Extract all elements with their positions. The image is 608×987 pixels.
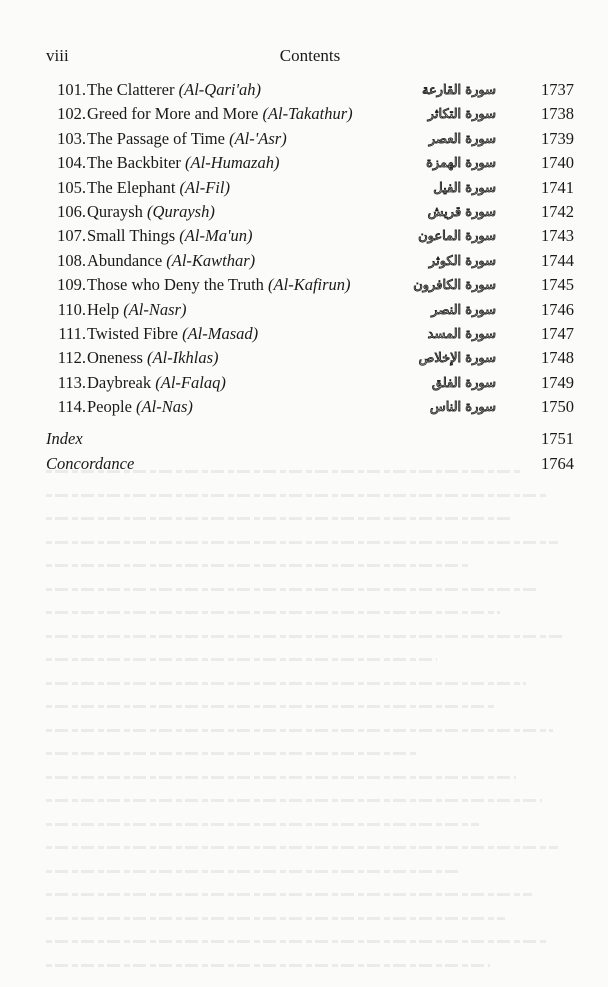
surah-transliteration: (Al-Fil) <box>179 177 230 197</box>
surah-transliteration: (Quraysh) <box>147 201 215 221</box>
surah-number: 103. <box>57 128 86 148</box>
surah-page: 1748 <box>541 348 574 368</box>
surah-title <box>87 346 219 370</box>
arabic-calligraphy <box>428 200 498 224</box>
surah-page: 1745 <box>541 275 574 295</box>
svg-text:سورة الهمزة: سورة الهمزة <box>426 156 496 172</box>
surah-english-title: The Backbiter <box>87 153 181 173</box>
toc-entry <box>46 127 574 151</box>
toc-entry <box>46 395 574 419</box>
surah-number: 108. <box>57 250 86 270</box>
surah-english-title: Abundance <box>87 250 163 270</box>
concordance-page: 1764 <box>541 454 574 473</box>
arabic-calligraphy-graphic <box>428 102 498 124</box>
surah-title <box>87 127 287 151</box>
surah-page: 1744 <box>541 250 574 270</box>
surah-number: 102. <box>57 104 86 124</box>
arabic-calligraphy <box>428 127 498 151</box>
surah-title <box>87 371 226 395</box>
svg-text:سورة العصر: سورة العصر <box>428 131 496 147</box>
arabic-calligraphy-graphic <box>428 395 498 417</box>
surah-english-title: Quraysh <box>87 201 143 221</box>
surah-english-title: The Clatterer <box>87 80 175 99</box>
svg-text:سورة القارعة: سورة القارعة <box>422 83 496 98</box>
arabic-calligraphy-graphic <box>428 176 498 198</box>
arabic-calligraphy <box>428 249 498 273</box>
arabic-calligraphy-graphic <box>418 346 498 368</box>
surah-transliteration: (Al-Falaq) <box>155 372 226 392</box>
surah-page: 1737 <box>541 80 574 99</box>
arabic-calligraphy-graphic <box>428 151 498 173</box>
surah-transliteration: (Al-Ikhlas) <box>147 348 219 368</box>
surah-number: 105. <box>57 177 86 197</box>
arabic-calligraphy <box>428 298 498 322</box>
svg-text:سورة التكاثر: سورة التكاثر <box>427 107 496 123</box>
surah-title <box>87 224 252 248</box>
arabic-calligraphy <box>422 78 498 102</box>
toc-entry <box>46 298 574 322</box>
arabic-calligraphy <box>428 371 498 395</box>
surah-title <box>87 151 279 175</box>
arabic-calligraphy-graphic <box>428 200 498 222</box>
surah-transliteration: (Al-Takathur) <box>262 104 353 124</box>
surah-page: 1740 <box>541 153 574 173</box>
surah-page: 1746 <box>541 299 574 319</box>
surah-number: 110. <box>57 299 86 319</box>
arabic-calligraphy <box>428 322 498 346</box>
surah-title <box>87 298 186 322</box>
surah-title <box>87 395 193 419</box>
surah-english-title: Small Things <box>87 226 176 246</box>
surah-page: 1741 <box>541 177 574 197</box>
svg-text:سورة الناس: سورة الناس <box>429 400 496 416</box>
surah-title <box>87 102 353 126</box>
arabic-calligraphy <box>428 395 498 419</box>
surah-number: 113. <box>57 372 86 392</box>
surah-transliteration: (Al-Nasr) <box>123 299 187 319</box>
toc-entry <box>46 224 574 248</box>
arabic-calligraphy <box>418 224 498 248</box>
surah-number: 106. <box>57 201 86 221</box>
surah-english-title: Oneness <box>87 348 143 368</box>
index-label: Index <box>46 429 83 448</box>
toc-entry <box>46 371 574 395</box>
svg-text:سورة الإخلاص: سورة الإخلاص <box>418 351 496 367</box>
surah-english-title: Those who Deny the Truth <box>87 275 264 295</box>
show-through-background <box>46 470 574 970</box>
surah-number: 104. <box>57 153 86 173</box>
surah-transliteration: (Al-Masad) <box>182 323 259 343</box>
page-header <box>46 46 574 70</box>
svg-text:سورة قريش: سورة قريش <box>427 204 496 220</box>
surah-page: 1739 <box>541 128 574 148</box>
arabic-calligraphy-graphic <box>428 298 498 320</box>
surah-english-title: Daybreak <box>87 372 152 392</box>
toc-entry <box>46 78 574 102</box>
surah-number: 107. <box>57 226 86 246</box>
toc-entry <box>46 346 574 370</box>
table-of-contents <box>46 78 574 419</box>
surah-transliteration: (Al-'Asr) <box>229 128 287 148</box>
surah-transliteration: (Al-Ma'un) <box>179 226 253 246</box>
surah-english-title: The Passage of Time <box>87 128 225 148</box>
surah-english-title: Help <box>87 299 120 319</box>
surah-number: 111. <box>58 323 86 343</box>
toc-entry <box>46 102 574 126</box>
toc-entry <box>46 249 574 273</box>
index-page: 1751 <box>541 429 574 448</box>
arabic-calligraphy-graphic <box>428 371 498 393</box>
toc-entry <box>46 151 574 175</box>
running-title: Contents <box>279 46 341 65</box>
svg-text:سورة الكوثر: سورة الكوثر <box>428 253 496 269</box>
surah-page: 1742 <box>541 201 574 221</box>
surah-transliteration: (Al-Kafirun) <box>268 275 351 295</box>
surah-number: 109. <box>57 275 86 295</box>
surah-english-title: Greed for More and More <box>87 104 259 124</box>
surah-number: 101. <box>57 80 86 99</box>
surah-transliteration: (Al-Humazah) <box>185 153 280 173</box>
surah-number: 114. <box>57 397 86 417</box>
svg-text:سورة الفلق: سورة الفلق <box>431 375 496 391</box>
surah-transliteration: (Al-Qari'ah) <box>178 80 261 99</box>
arabic-calligraphy <box>428 151 498 175</box>
svg-text:سورة الفيل: سورة الفيل <box>433 180 496 196</box>
surah-english-title: Twisted Fibre <box>87 323 178 343</box>
svg-text:سورة الماعون: سورة الماعون <box>418 229 496 245</box>
surah-title <box>87 176 230 200</box>
svg-text:سورة المسد: سورة المسد <box>427 326 496 342</box>
surah-page: 1743 <box>541 226 574 246</box>
arabic-calligraphy-graphic <box>428 249 498 271</box>
toc-entry <box>46 322 574 346</box>
page-number: viii <box>46 46 69 65</box>
arabic-calligraphy <box>428 176 498 200</box>
surah-page: 1747 <box>541 323 574 343</box>
arabic-calligraphy-graphic <box>428 127 498 149</box>
surah-title <box>87 322 258 346</box>
surah-number: 112. <box>57 348 86 368</box>
surah-title <box>87 200 215 224</box>
arabic-calligraphy-graphic <box>428 322 498 344</box>
surah-page: 1750 <box>541 397 574 417</box>
surah-transliteration: (Al-Nas) <box>136 397 193 417</box>
surah-page: 1738 <box>541 104 574 124</box>
arabic-calligraphy <box>428 102 498 126</box>
index-entry <box>46 427 574 451</box>
arabic-calligraphy-graphic <box>418 224 498 246</box>
svg-text:سورة النصر: سورة النصر <box>431 302 496 318</box>
arabic-calligraphy-graphic <box>422 78 498 100</box>
svg-text:سورة الكافرون: سورة الكافرون <box>413 278 496 294</box>
surah-page: 1749 <box>541 372 574 392</box>
surah-transliteration: (Al-Kawthar) <box>166 250 256 270</box>
surah-title <box>87 78 261 102</box>
arabic-calligraphy <box>418 346 498 370</box>
arabic-calligraphy <box>413 273 498 297</box>
surah-title <box>87 273 351 297</box>
toc-entry <box>46 273 574 297</box>
toc-entry <box>46 176 574 200</box>
surah-title <box>87 249 255 273</box>
toc-entry <box>46 200 574 224</box>
arabic-calligraphy-graphic <box>413 273 498 295</box>
surah-english-title: People <box>87 397 132 417</box>
surah-english-title: The Elephant <box>87 177 176 197</box>
concordance-label: Concordance <box>46 454 135 473</box>
